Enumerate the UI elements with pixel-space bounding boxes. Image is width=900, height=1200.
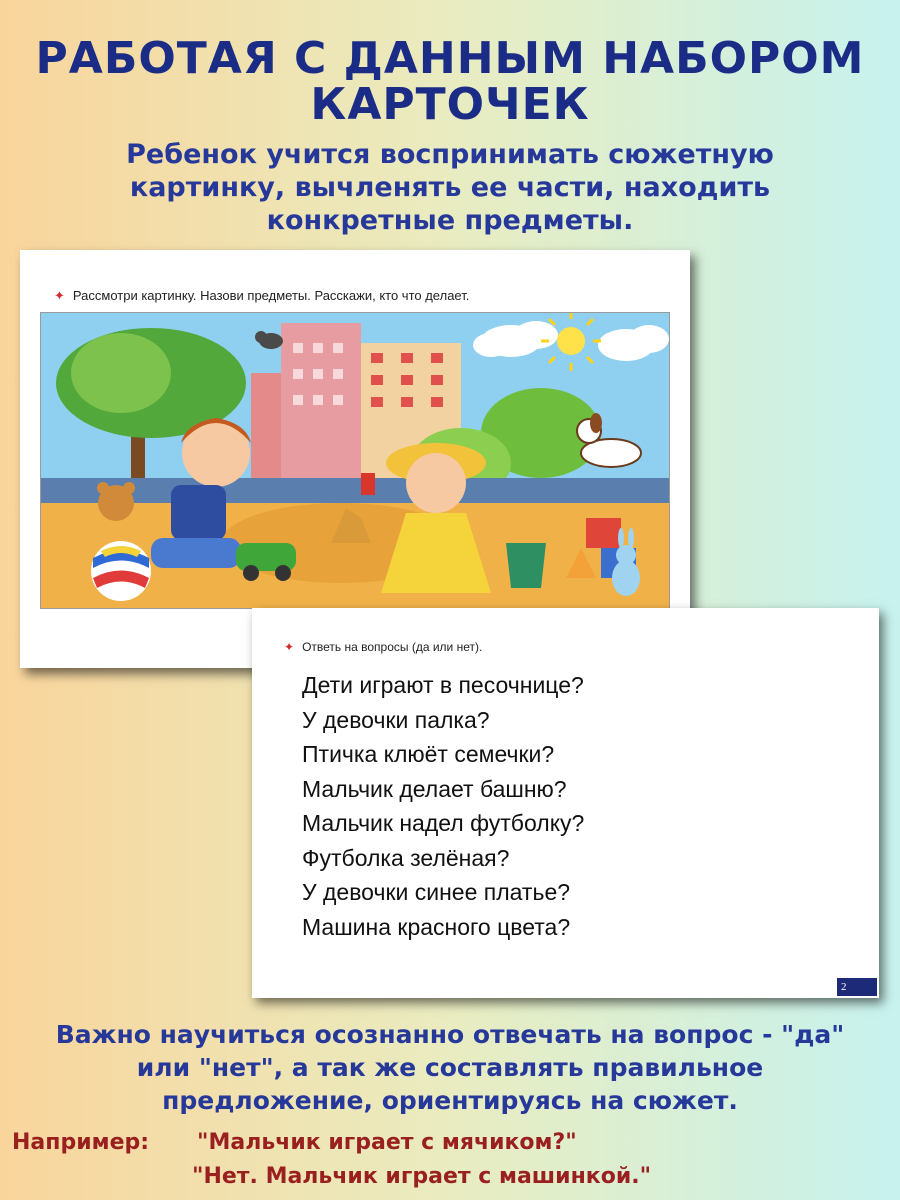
- question-item: Машина красного цвета?: [302, 913, 571, 940]
- note-text: Важно научиться осознанно отвечать на вопрос - "да" или "нет", а так же составлять правильное предложение, ориентируясь на сюжет.: [55, 1020, 845, 1115]
- question-item: Птичка клюёт семечки?: [302, 741, 555, 767]
- picture-card: [20, 250, 690, 668]
- question-item: Мальчик надел футболку?: [302, 810, 585, 836]
- star-icon: ✦: [284, 640, 295, 654]
- sandbox-illustration: [40, 312, 670, 609]
- questions-instruction-text: Ответь на вопросы (да или нет).: [302, 640, 483, 654]
- example-answer: "Нет. Мальчик играет с машинкой.": [192, 1164, 652, 1189]
- shovel-icon: [361, 473, 375, 495]
- page-title: [0, 33, 900, 130]
- question-item: У девочки синее платье?: [302, 879, 571, 905]
- picture-instruction: [54, 288, 469, 304]
- picture-instruction-text: Рассмотри картинку. Назови предметы. Расскажи, кто что делает.: [72, 288, 470, 303]
- page-number: 2: [837, 978, 877, 996]
- subtitle: Ребенок учится воспринимать сюжетную картинку, вычленять ее части, находить конкретные предметы.: [126, 139, 774, 236]
- question-item: У девочки палка?: [302, 706, 490, 733]
- title-line-2: КАРТОЧЕК: [310, 79, 590, 130]
- question-item: Дети играют в песочнице?: [302, 672, 584, 698]
- example-label: Например:: [12, 1130, 150, 1155]
- question-item: Футболка зелёная?: [302, 844, 510, 871]
- title-line-1: РАБОТАЯ С ДАННЫМ НАБОРОМ: [35, 33, 865, 84]
- questions-instruction: [284, 640, 482, 654]
- ball-icon: [91, 541, 151, 601]
- sandbox-scene: [41, 313, 669, 608]
- bucket-icon: [506, 543, 546, 588]
- question-list: [302, 668, 584, 944]
- questions-card: [252, 608, 879, 998]
- example-question: "Мальчик играет с мячиком?": [197, 1130, 577, 1155]
- star-icon: ✦: [54, 288, 65, 303]
- question-item: Мальчик делает башню?: [302, 775, 567, 802]
